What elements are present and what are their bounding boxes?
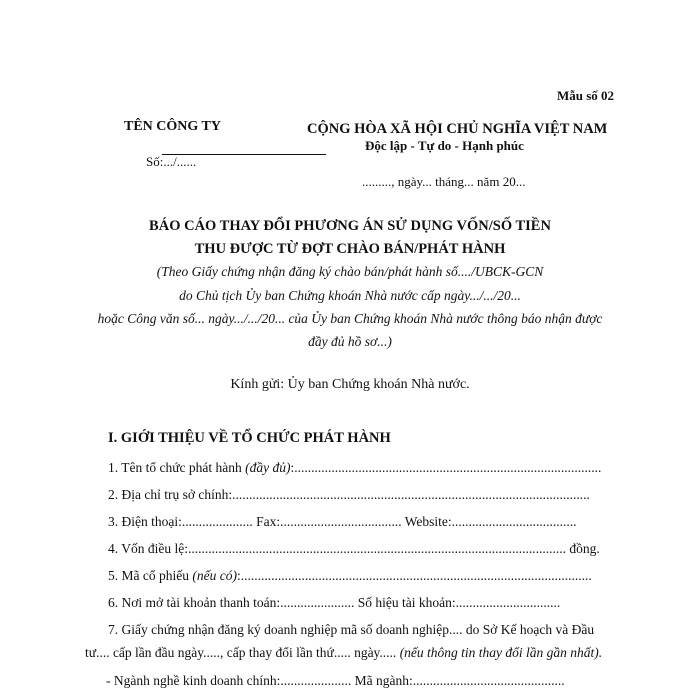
field-issuer-name xyxy=(108,460,601,476)
field-body: tư.... cấp lần đầu ngày....., cấp thay đổi lần thứ..... ngày..... xyxy=(85,645,400,660)
currency-unit: đồng. xyxy=(569,541,600,556)
subtitle-line1: (Theo Giấy chứng nhận đăng ký chào bán/phát hành số..../UBCK-GCN xyxy=(156,264,544,279)
field-note: (đầy đủ) xyxy=(245,460,291,475)
subtitle-line3: hoặc Công văn số... ngày.../.../20... của Ủy ban Chứng khoán Nhà nước thông báo nhận được xyxy=(97,311,603,326)
nation-title: CỘNG HÒA XÃ HỘI CHỦ NGHĨA VIỆT NAM xyxy=(307,121,608,137)
form-number: Mẫu số 02 xyxy=(557,88,615,103)
report-title-line2: THU ĐƯỢC TỪ ĐỢT CHÀO BÁN/PHÁT HÀNH xyxy=(194,241,506,257)
date-line: ........., ngày... tháng... năm 20... xyxy=(362,174,526,189)
field-phone-fax-website: 3. Điện thoại:..................... Fax:.................................... Website:..................................... xyxy=(108,514,577,529)
field-label: 1. Tên tổ chức phát hành xyxy=(108,460,246,475)
subtitle-line2: do Chủ tịch Ủy ban Chứng khoán Nhà nước cấp ngày.../.../20... xyxy=(179,288,521,303)
field-note: (nếu có) xyxy=(192,568,237,583)
field-stock-code xyxy=(108,568,592,584)
recipient-line: Kính gửi: Ủy ban Chứng khoán Nhà nước. xyxy=(230,377,470,392)
field-dots: :........................................................................................................ xyxy=(236,568,592,583)
field-business-registration-line1: 7. Giấy chứng nhận đăng ký doanh nghiệp mã số doanh nghiệp.... do Sở Kế hoạch và Đầu xyxy=(108,622,595,637)
field-note: (nếu thông tin thay đổi lần gần nhất). xyxy=(399,645,603,660)
section-heading: I. GIỚI THIỆU VỀ TỔ CHỨC PHÁT HÀNH xyxy=(108,430,391,446)
field-business-registration-line2 xyxy=(85,645,602,661)
company-name: TÊN CÔNG TY xyxy=(124,119,221,134)
field-head-office-address: 2. Địa chỉ trụ sở chính:.......................................................................................................... xyxy=(108,487,590,502)
field-bank-account: 6. Nơi mở tài khoản thanh toán:...................... Số hiệu tài khoản:............................... xyxy=(108,595,561,610)
motto: Độc lập - Tự do - Hạnh phúc xyxy=(365,138,524,153)
field-label: 5. Mã cổ phiếu xyxy=(108,568,193,583)
report-title-line1: BÁO CÁO THAY ĐỔI PHƯƠNG ÁN SỬ DỤNG VỐN/SỐ TIỀN xyxy=(149,218,551,234)
field-charter-capital xyxy=(108,541,600,557)
document-number: Số:.../...... xyxy=(146,154,197,169)
field-business-line: - Ngành nghề kinh doanh chính:..................... Mã ngành:............................................. xyxy=(106,673,565,688)
field-body: 4. Vốn điều lệ:................................................................................................................ xyxy=(108,541,566,556)
field-dots: :........................................................................................... xyxy=(290,460,602,475)
subtitle-line4: đầy đủ hồ sơ...) xyxy=(308,334,392,349)
